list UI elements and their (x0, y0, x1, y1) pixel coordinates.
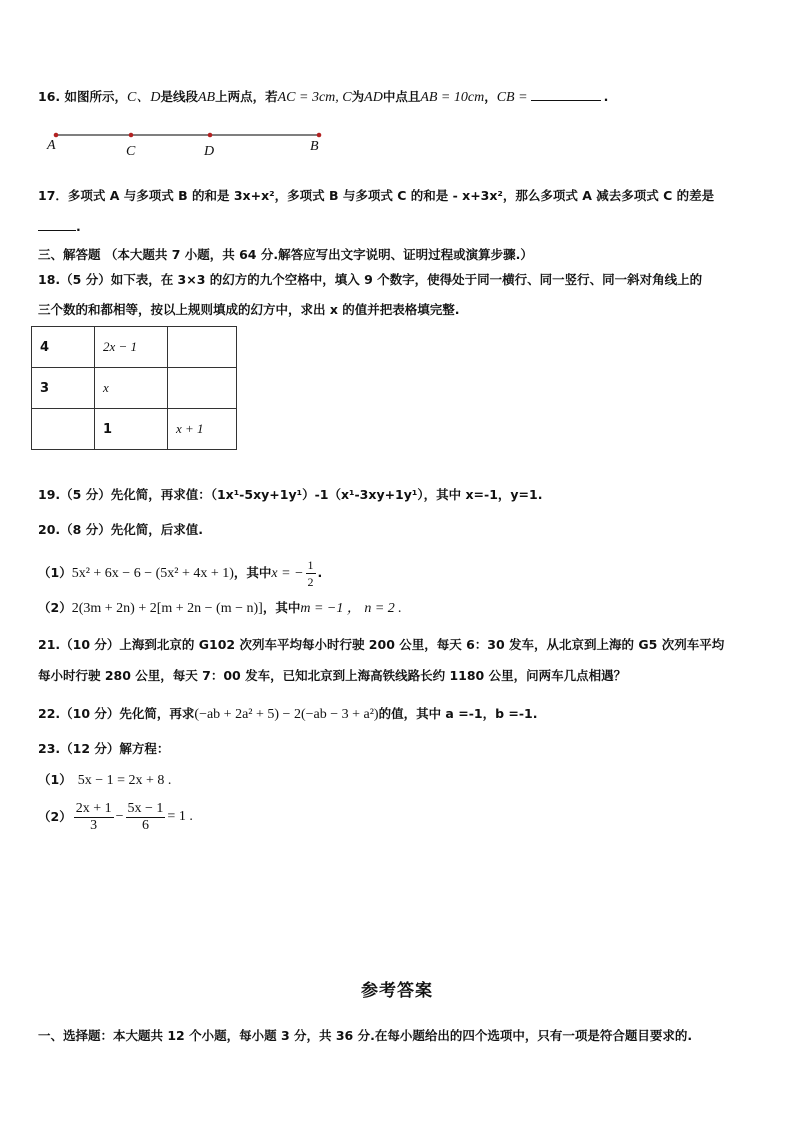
q22-expression: (−ab + 2a² + 5) − 2(−ab − 3 + a²) (194, 707, 379, 722)
q16-period: . (603, 89, 609, 104)
question-21-line2: 每小时行驶 280 公里，每天 7：00 发车，已知北京到上海高铁线路长约 1180 公里，问两车几点相遇？ (38, 668, 627, 683)
question-20-part2 (38, 597, 402, 620)
question-20-part1 (38, 557, 323, 589)
table-row (32, 327, 237, 368)
section-3-heading: 三、解答题 （本大题共 7 小题，共 64 分.解答应写出文字说明、证明过程或演算步骤.） (38, 247, 533, 262)
q20-p1-label: （1） (38, 565, 72, 580)
q22-suffix: 的值，其中 a =-1，b =-1. (378, 706, 538, 721)
table-row (32, 368, 237, 409)
fraction-numerator: 5x − 1 (127, 800, 164, 816)
q20-p2-where: ，其中 (262, 600, 301, 615)
q20-p1-expression: 5x² + 6x − 6 − (5x² + 4x + 1) (71, 566, 234, 581)
question-20-title: 20.（8 分）先化简，后求值. (38, 522, 203, 537)
q23-p2-rhs: = 1 . (167, 809, 193, 824)
q22-prefix: 22.（10 分）先化简，再求 (38, 706, 195, 721)
q16-points-cd: C、D (127, 90, 161, 105)
table-cell: 1 (95, 409, 168, 450)
fraction-denominator: 2 (307, 575, 314, 589)
fraction-denominator: 3 (90, 817, 98, 833)
q16-ad: AD (364, 90, 383, 105)
q17-period: . (76, 219, 81, 234)
q16-number: 16. (38, 89, 61, 104)
q16-answer-blank (531, 88, 601, 101)
point-b (317, 133, 322, 138)
label-a: A (47, 138, 56, 153)
table-cell: 4 (32, 327, 95, 368)
point-c (129, 133, 134, 138)
question-18-line2: 三个数的和都相等，按以上规则填成的幻方中，求出 x 的值并把表格填完整. (38, 302, 460, 317)
q16-text-9: 中点且 (382, 89, 421, 104)
q16-cb-expr: CB = (496, 90, 528, 105)
q16-ab: AB (198, 90, 216, 105)
q20-p1-x: x = − (271, 566, 304, 581)
table-cell: x (95, 368, 168, 409)
table-cell (168, 327, 237, 368)
q16-text-5: 上两点，若 (215, 89, 278, 104)
fraction-numerator: 2x + 1 (75, 800, 112, 816)
answers-section-1: 一、选择题：本大题共 12 个小题，每小题 3 分，共 36 分.在每小题给出的四个选项中，只有一项是符合题目要求的. (38, 1028, 693, 1043)
question-21-line1: 21.（10 分）上海到北京的 G102 次列车平均每小时行驶 200 公里，每天 6：30 发车，从北京到上海的 G5 次列车平均 (38, 637, 725, 652)
q17-answer-blank (38, 218, 76, 231)
q16-ab-expr: AB = 10cm (420, 90, 485, 105)
question-17-line1: 17．多项式 A 与多项式 B 的和是 3x+x²，多项式 B 与多项式 C 的和是 - x+3x²，那么多项式 A 减去多项式 C 的差是 (38, 188, 715, 203)
question-23-part2 (38, 796, 193, 838)
q16-ac-expr: AC = 3cm, C (277, 90, 352, 105)
q20-p2-label: （2） (38, 600, 72, 615)
table-cell (168, 368, 237, 409)
question-19: 19.（5 分）先化简，再求值：（1x¹-5xy+1y¹）-1（x¹-3xy+1y¹），其中 x=-1，y=1. (38, 487, 543, 502)
q20-p2-expression: 2(3m + 2n) + 2[m + 2n − (m − n)] (71, 601, 263, 616)
q20-p2-values: m = −1 ， n = 2 . (300, 601, 402, 616)
q23-minus: − (115, 809, 124, 824)
question-23-title: 23.（12 分）解方程： (38, 741, 170, 756)
question-23-part1 (38, 771, 171, 790)
q16-text-7: 为 (351, 89, 365, 104)
answers-heading: 参考答案 (361, 981, 433, 1001)
question-17-line2 (38, 218, 81, 236)
q20-p1-period: . (317, 565, 323, 580)
q16-text-3: 是线段 (160, 89, 198, 104)
fraction-denominator: 6 (141, 817, 149, 833)
point-a (54, 133, 59, 138)
label-c: C (126, 144, 136, 159)
q16-text-1: 如图所示， (64, 89, 128, 104)
point-d (208, 133, 213, 138)
q23-p1-label: （1） (38, 772, 72, 787)
magic-square-table (31, 326, 237, 450)
q23-p2-label: （2） (38, 809, 72, 824)
question-16 (38, 88, 608, 107)
q23-fraction-1 (74, 801, 114, 834)
q23-p1-equation: 5x − 1 = 2x + 8 . (77, 773, 172, 788)
label-b: B (310, 139, 319, 154)
segment-diagram (44, 128, 334, 142)
q23-fraction-2 (126, 801, 166, 834)
table-cell: 3 (32, 368, 95, 409)
question-22 (38, 703, 537, 726)
label-d: D (204, 144, 215, 159)
table-row (32, 409, 237, 450)
q16-comma: ， (484, 89, 497, 104)
q20-p1-where: ，其中 (233, 565, 272, 580)
table-cell: x + 1 (168, 409, 237, 450)
table-cell: 2x − 1 (95, 327, 168, 368)
table-cell (32, 409, 95, 450)
q20-p1-fraction (306, 557, 316, 590)
question-18-line1: 18.（5 分）如下表，在 3×3 的幻方的九个空格中，填入 9 个数字，使得处于同一横行、同一竖行、同一斜对角线上的 (38, 272, 703, 287)
fraction-numerator: 1 (307, 558, 314, 572)
